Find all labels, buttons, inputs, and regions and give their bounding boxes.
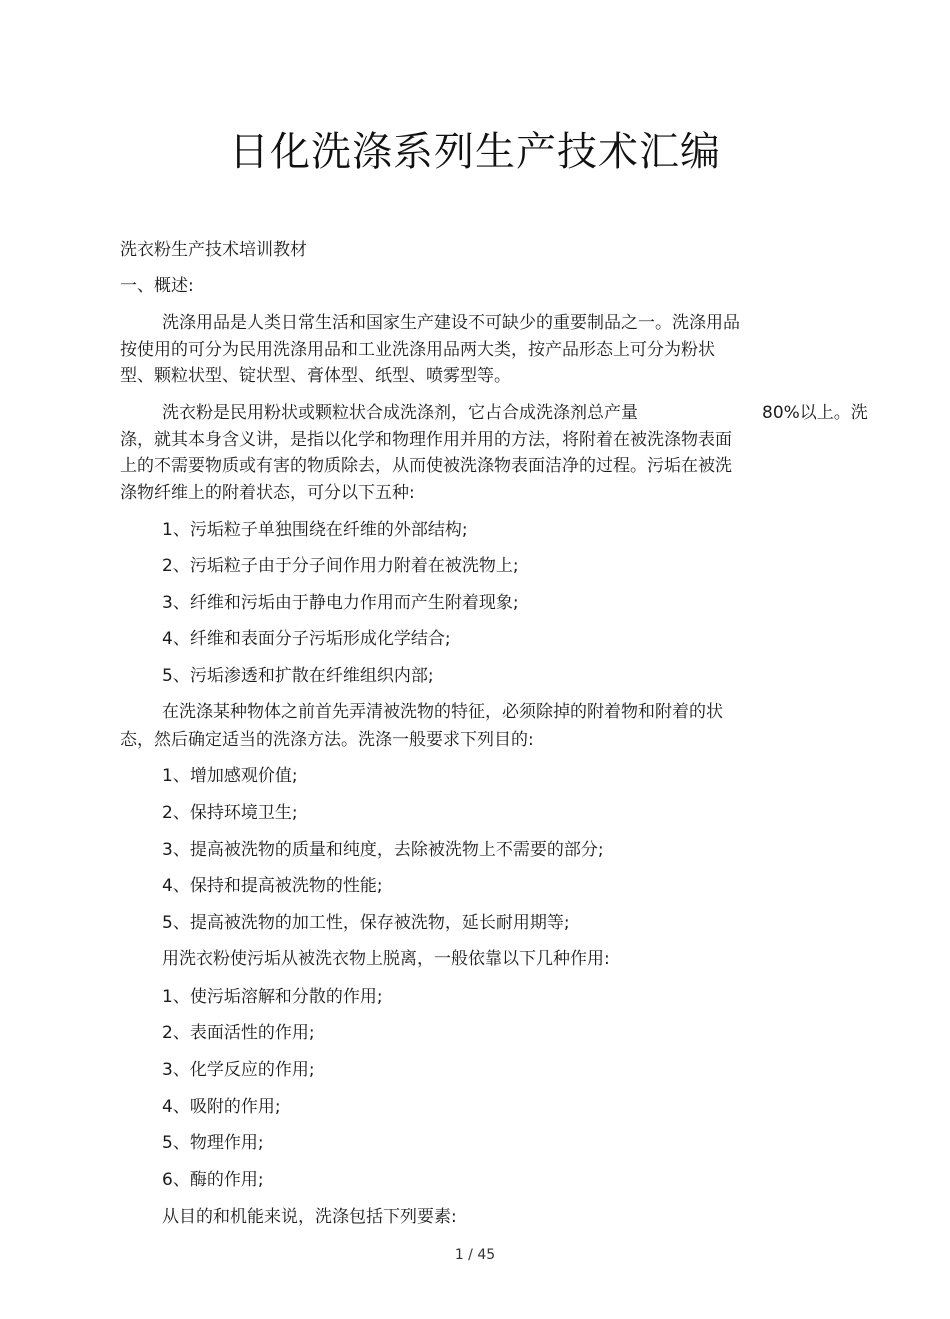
- paragraph-line: 上的不需要物质或有害的物质除去，从而使被洗涤物表面洁净的过程。污垢在被洗: [120, 456, 732, 476]
- list-item: 2、表面活性的作用;: [162, 1023, 315, 1043]
- list-item: 5、污垢渗透和扩散在纤维组织内部;: [162, 666, 434, 686]
- list-item: 3、纤维和污垢由于静电力作用而产生附着现象;: [162, 593, 519, 613]
- list-item: 6、酶的作用;: [162, 1170, 264, 1190]
- list-item: 5、提高被洗物的加工性，保存被洗物，延长耐用期等;: [162, 913, 570, 933]
- list-item: 2、保持环境卫生;: [162, 803, 298, 823]
- list-item: 3、化学反应的作用;: [162, 1060, 315, 1080]
- paragraph-line: 从目的和机能来说，洗涤包括下列要素:: [162, 1207, 457, 1227]
- section-heading: 一、概述:: [120, 276, 194, 296]
- page-number: 1 / 45: [454, 1247, 496, 1263]
- paragraph-line: 洗涤用品是人类日常生活和国家生产建设不可缺少的重要制品之一。洗涤用品: [162, 313, 740, 333]
- paragraph-line: 态，然后确定适当的洗涤方法。洗涤一般要求下列目的:: [120, 730, 534, 750]
- list-item: 1、增加感观价值;: [162, 766, 298, 786]
- paragraph-line: 涤，就其本身含义讲，是指以化学和物理作用并用的方法，将附着在被洗涤物表面: [120, 430, 732, 450]
- paragraph-line: 涤物纤维上的附着状态，可分以下五种:: [120, 483, 415, 503]
- list-item: 2、污垢粒子由于分子间作用力附着在被洗物上;: [162, 556, 519, 576]
- paragraph-line: 在洗涤某种物体之前首先弄清被洗物的特征，必须除掉的附着物和附着的状: [162, 702, 723, 722]
- paragraph-line: 用洗衣粉使污垢从被洗衣物上脱离，一般依靠以下几种作用:: [162, 949, 610, 969]
- list-item: 5、物理作用;: [162, 1133, 264, 1153]
- percentage-text: 80%以上。洗: [762, 403, 868, 423]
- document-title: 日化洗涤系列生产技术汇编: [229, 129, 721, 175]
- paragraph-line: 型、颗粒状型、锭状型、膏体型、纸型、喷雾型等。: [120, 366, 511, 386]
- document-subtitle: 洗衣粉生产技术培训教材: [120, 240, 307, 260]
- paragraph-text: 洗衣粉是民用粉状或颗粒状合成洗涤剂，它占合成洗涤剂总产量: [162, 403, 638, 423]
- list-item: 4、吸附的作用;: [162, 1097, 281, 1117]
- list-item: 3、提高被洗物的质量和纯度，去除被洗物上不需要的部分;: [162, 840, 604, 860]
- list-item: 4、保持和提高被洗物的性能;: [162, 876, 383, 896]
- list-item: 1、污垢粒子单独围绕在纤维的外部结构;: [162, 520, 468, 540]
- list-item: 4、纤维和表面分子污垢形成化学结合;: [162, 629, 451, 649]
- list-item: 1、使污垢溶解和分散的作用;: [162, 987, 383, 1007]
- paragraph-line: 按使用的可分为民用洗涤用品和工业洗涤用品两大类，按产品形态上可分为粉状: [120, 340, 715, 360]
